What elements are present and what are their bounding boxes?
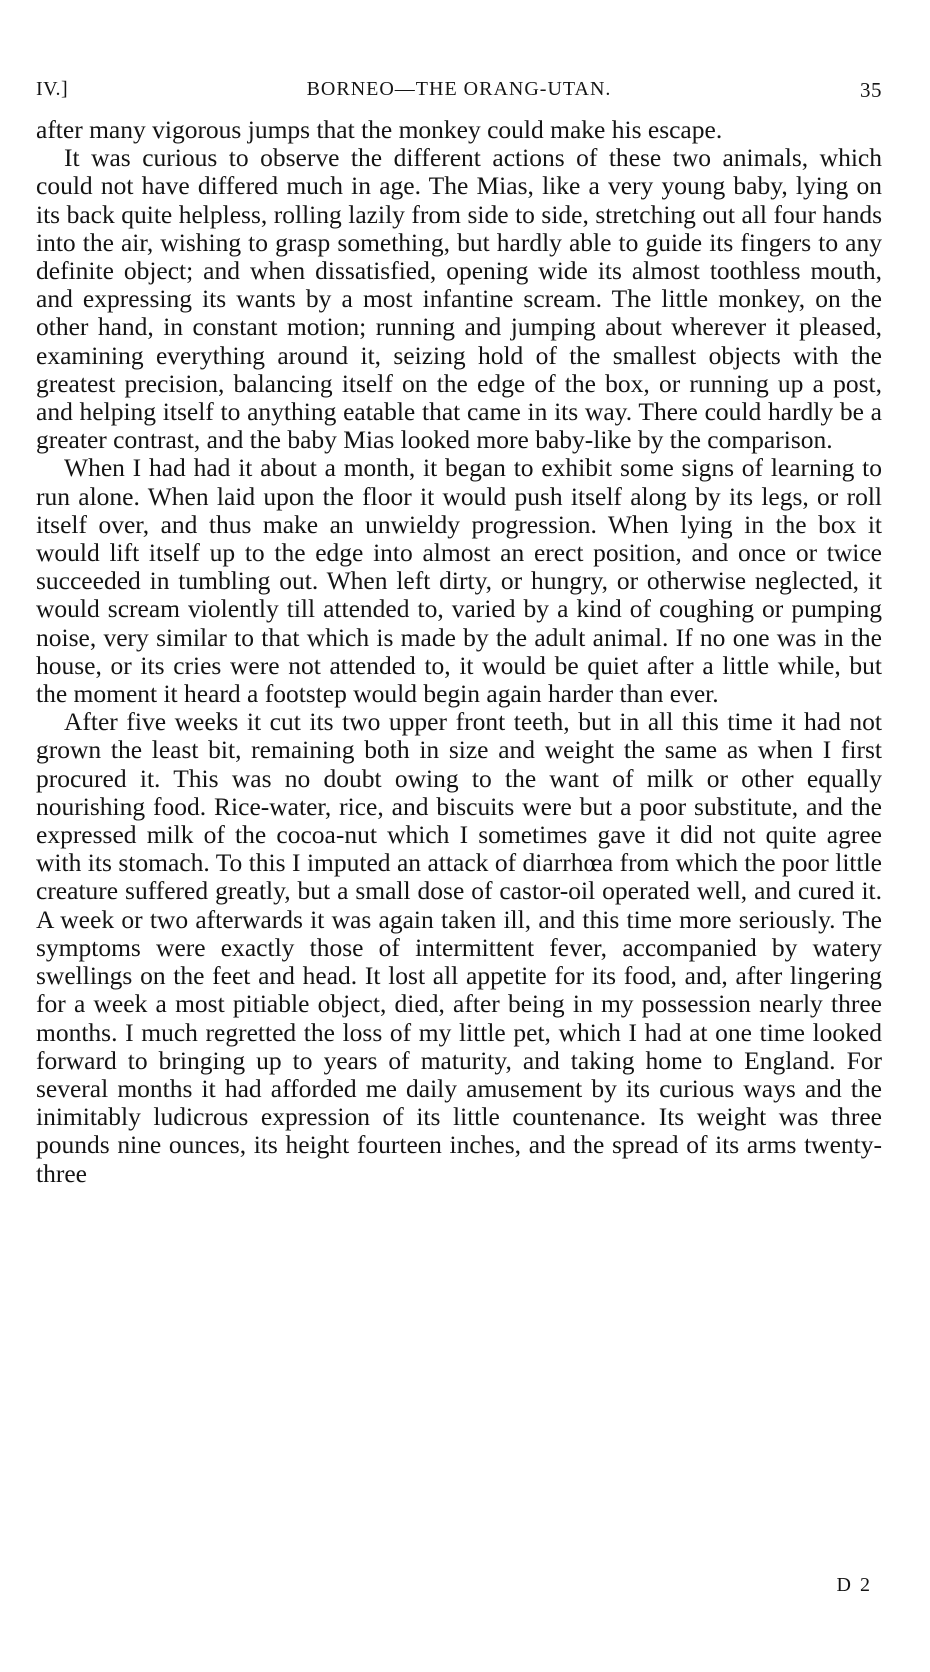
paragraph-continuation: after many vigorous jumps that the monkey could make his escape. (36, 115, 723, 144)
signature-mark: D 2 (836, 1574, 872, 1596)
chapter-number: IV.] (36, 78, 69, 100)
paragraph: When I had had it about a month, it began to exhibit some signs of learning to run alone. When laid upon the floor it would push itself along by its legs, or roll itself over, and thus make an unwieldy progression. When lying in the box it would lift itself up to the edge into almost an erect position, and once or twice succeeded in tumbling out. When left dirty, or hungry, or otherwise neglected, it would scream violently till attended to, varied by a kind of coughing or pumping noise, very similar to that which is made by the adult animal. If no one was in the house, or its cries were not attended to, it would be quiet after a little while, but the moment it heard a footstep would begin again harder than ever. (36, 453, 882, 709)
book-page (36, 72, 882, 1188)
page-number: 35 (860, 78, 882, 102)
paragraph: It was curious to observe the different actions of these two animals, which could not have differed much in age. The Mias, like a very young baby, lying on its back quite helpless, rolling lazily from side to side, stretching out all four hands into the air, wishing to grasp something, but hardly able to guide its fingers to any definite object; and when dissatisfied, opening wide its almost toothless mouth, and expressing its wants by a most infantine scream. The little monkey, on the other hand, in constant motion; running and jumping about wherever it pleased, examining everything around it, seizing hold of the smallest objects with the greatest precision, balancing itself on the edge of the box, or running up a post, and helping itself to anything eatable that came in its way. There could hardly be a greater contrast, and the baby Mias looked more baby-like by the comparison. (36, 143, 882, 455)
running-title: BORNEO—THE ORANG-UTAN. (306, 78, 612, 100)
paragraph: After five weeks it cut its two upper front teeth, but in all this time it had not grown the least bit, remaining both in size and weight the same as when I first procured it. This was no doubt owing to the want of milk or other equally nourishing food. Rice-water, rice, and biscuits were but a poor substitute, and the expressed milk of the cocoa-nut which I sometimes gave it did not quite agree with its stomach. To this I imputed an attack of diarrhœa from which the poor little creature suffered greatly, but a small dose of castor-oil operated well, and cured it. A week or two afterwards it was again taken ill, and this time more seriously. The symptoms were exactly those of intermittent fever, accompanied by watery swellings on the feet and head. It lost all appetite for its food, and, after lingering for a week a most pitiable object, died, after being in my possession nearly three months. I much regretted the loss of my little pet, which I had at one time looked forward to bringing up to years of maturity, and taking home to England. For several months it had afforded me daily amusement by its curious ways and the inimitably ludicrous expression of its little countenance. Its weight was three pounds nine ounces, its height fourteen inches, and the spread of its arms twenty-three (36, 707, 882, 1188)
running-header (36, 72, 882, 106)
body-text (36, 116, 882, 1188)
